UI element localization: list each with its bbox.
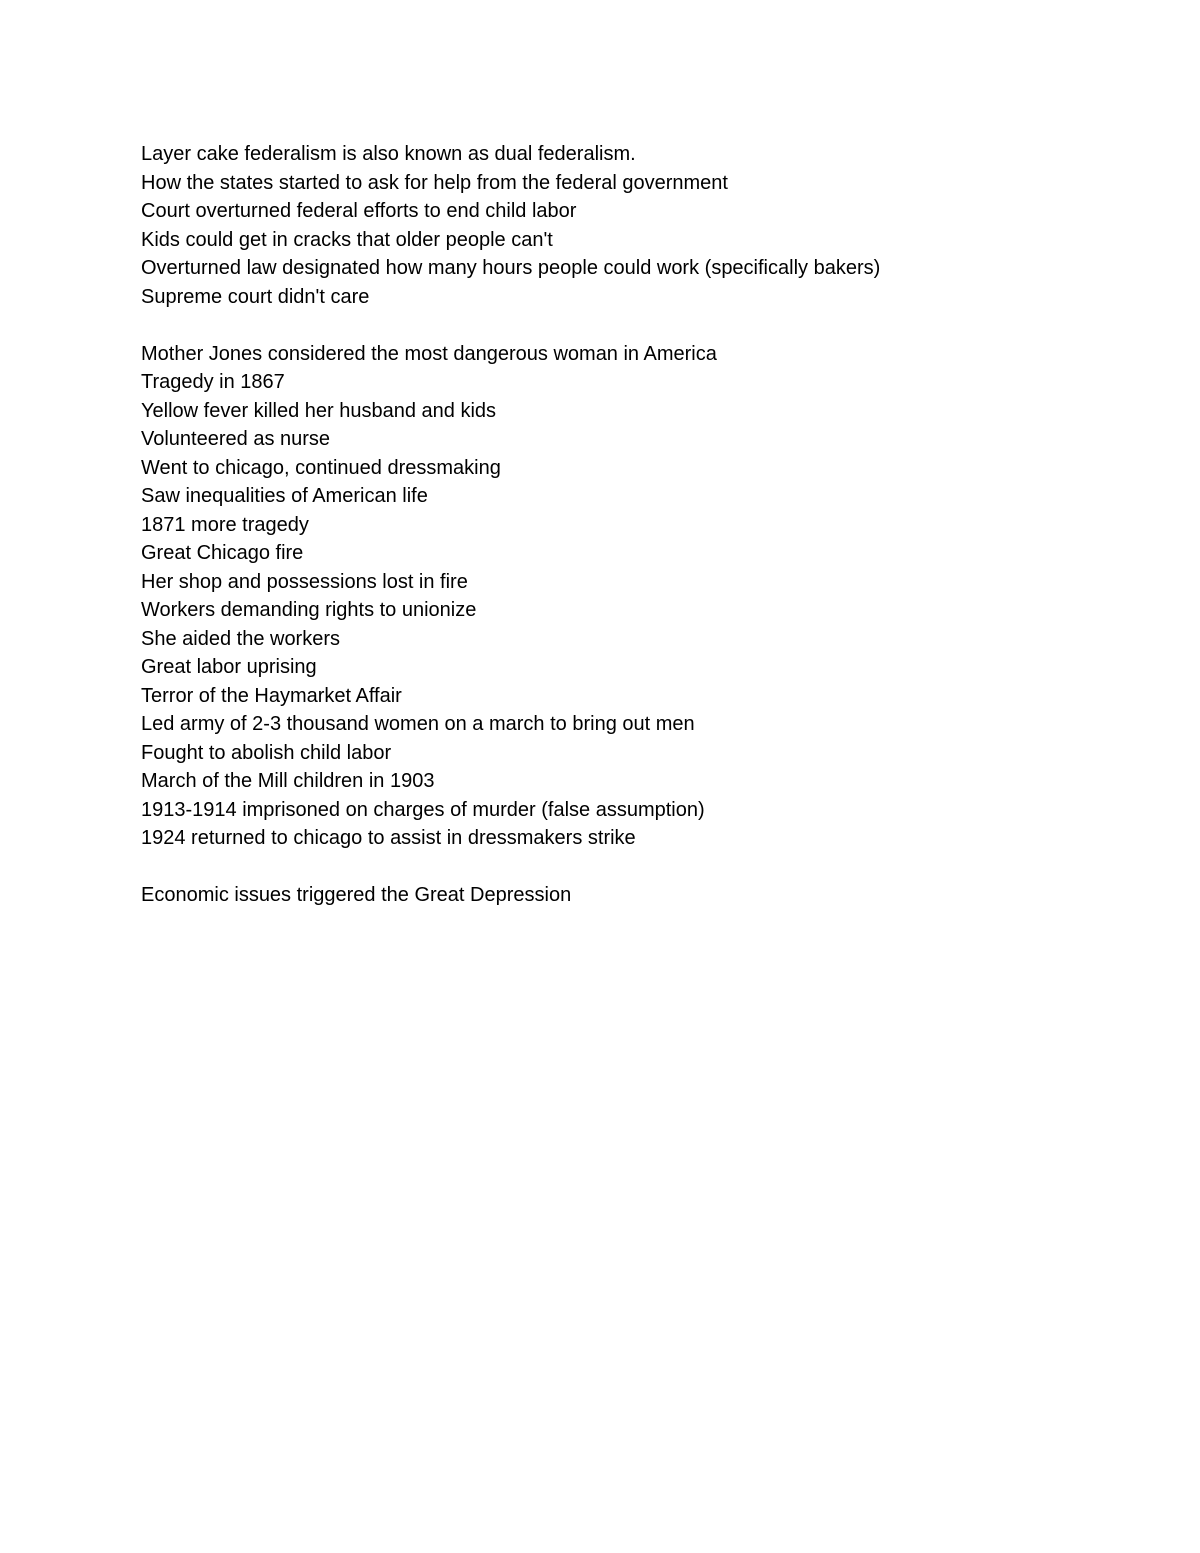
text-line: How the states started to ask for help from the federal government xyxy=(141,171,728,194)
document-body xyxy=(141,140,1121,910)
text-line: 1871 more tragedy xyxy=(141,513,309,536)
text-line: Kids could get in cracks that older people can't xyxy=(141,228,553,251)
text-line: Her shop and possessions lost in fire xyxy=(141,570,468,593)
section-federalism xyxy=(141,140,1121,311)
text-line: Saw inequalities of American life xyxy=(141,485,428,507)
text-line: Great Chicago fire xyxy=(141,542,304,564)
section-great-depression xyxy=(141,881,1121,910)
text-line: Court overturned federal efforts to end child labor xyxy=(141,200,577,222)
text-line: March of the Mill children in 1903 xyxy=(141,770,435,792)
text-line: She aided the workers xyxy=(141,627,341,650)
text-line: Great labor uprising xyxy=(141,656,317,678)
text-line: Went to chicago, continued dressmaking xyxy=(141,456,501,479)
text-line: Layer cake federalism is also known as dual federalism. xyxy=(141,143,636,165)
text-line: Volunteered as nurse xyxy=(141,428,331,450)
text-line: Fought to abolish child labor xyxy=(141,741,392,764)
text-line: Economic issues triggered the Great Depression xyxy=(141,884,572,906)
text-line: Overturned law designated how many hours people could work (specifically bakers) xyxy=(141,257,881,279)
text-line: Terror of the Haymarket Affair xyxy=(141,684,402,707)
text-line: Workers demanding rights to unionize xyxy=(141,599,477,621)
section-mother-jones xyxy=(141,340,1121,853)
text-line: Yellow fever killed her husband and kids xyxy=(141,399,497,422)
text-line: Supreme court didn't care xyxy=(141,285,370,308)
text-line: Tragedy in 1867 xyxy=(141,371,285,393)
text-line: Led army of 2-3 thousand women on a march to bring out men xyxy=(141,713,695,735)
text-line: 1924 returned to chicago to assist in dressmakers strike xyxy=(141,827,636,849)
text-line: 1913-1914 imprisoned on charges of murder (false assumption) xyxy=(141,798,705,821)
text-line: Mother Jones considered the most dangerous woman in America xyxy=(141,342,717,365)
